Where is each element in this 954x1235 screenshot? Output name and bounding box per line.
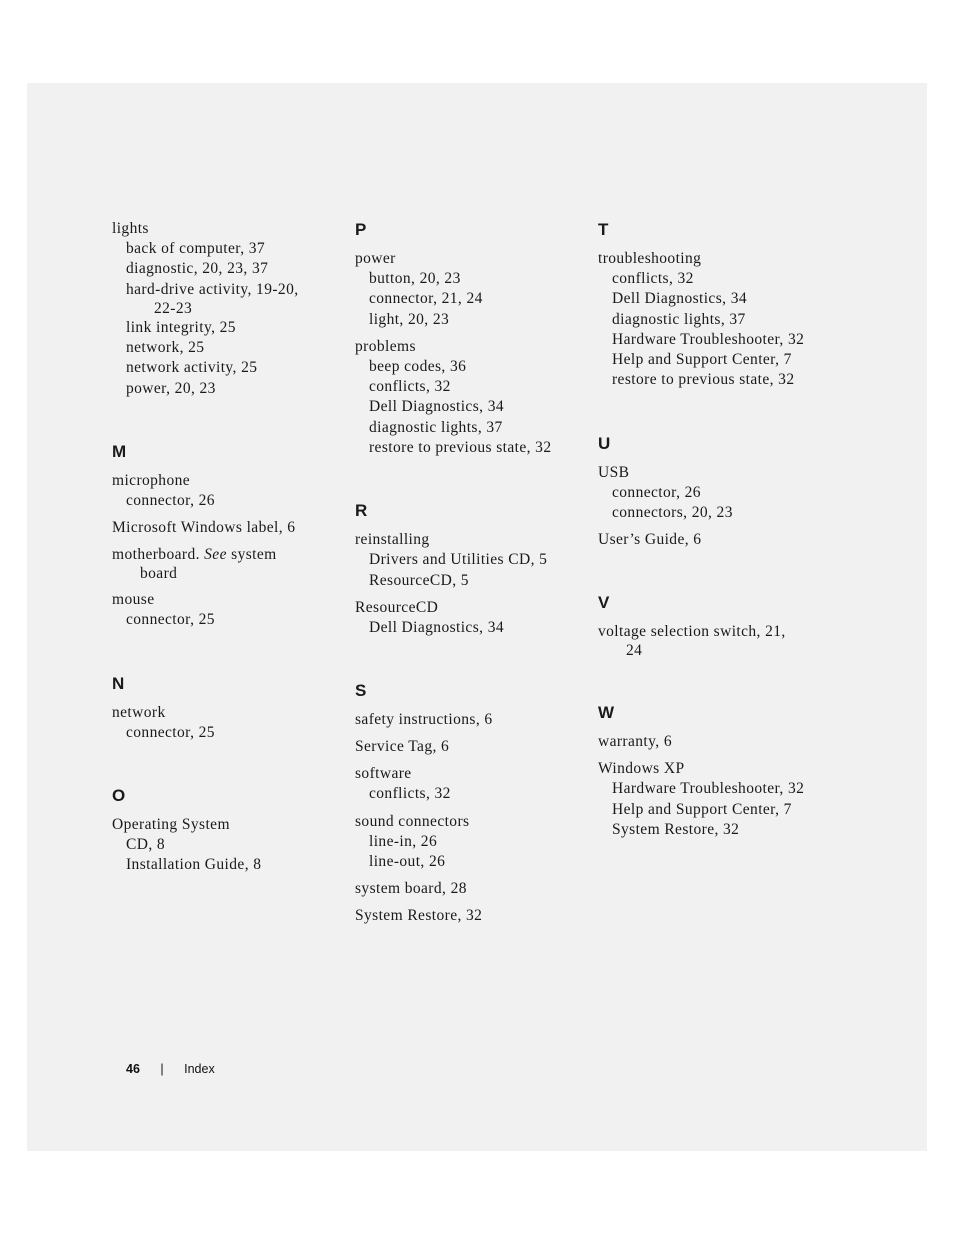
sub-entry: network, 25 (126, 339, 205, 357)
sub-entry: light, 20, 23 (369, 310, 450, 328)
index-entry-voltage-selection-switch: voltage selection switch, 21, (598, 623, 786, 641)
sub-entry: Hardware Troubleshooter, 32 (612, 780, 805, 798)
sub-entry: connector, 25 (126, 723, 215, 741)
index-entry-lights: lights (112, 220, 149, 237)
sub-entry: line-in, 26 (369, 832, 438, 850)
sub-entry: connector, 21, 24 (369, 290, 483, 308)
index-entry-software: software (355, 765, 412, 783)
sub-entry: Dell Diagnostics, 34 (612, 290, 747, 308)
index-entry-operating-system: Operating System (112, 815, 230, 833)
sub-entry: network activity, 25 (126, 359, 258, 377)
index-entry-system-board: system board, 28 (355, 880, 467, 898)
index-column-2 (355, 219, 585, 926)
sub-entry: Help and Support Center, 7 (612, 800, 792, 818)
index-column-3 (598, 219, 828, 840)
sub-entry: ResourceCD, 5 (369, 571, 469, 589)
index-entry-power: power (355, 250, 396, 267)
sub-entry: restore to previous state, 32 (612, 371, 795, 389)
index-entry-microsoft-windows-label: Microsoft Windows label, 6 (112, 519, 296, 537)
section-letter-u: U (598, 433, 611, 453)
sub-entry: back of computer, 37 (126, 240, 266, 257)
index-entry-reinstalling: reinstalling (355, 531, 430, 549)
motherboard-text: motherboard. (112, 546, 200, 564)
sub-entry: Help and Support Center, 7 (612, 351, 792, 369)
index-entry-microphone: microphone (112, 472, 191, 490)
section-letter-t: T (598, 220, 609, 239)
sub-entry: hard-drive activity, 19-20, (126, 280, 299, 298)
index-entry-sound-connectors: sound connectors (355, 812, 470, 830)
index-entry-network: network (112, 703, 166, 721)
footer-section-title: Index (184, 1062, 215, 1076)
index-entry-windows-xp: Windows XP (598, 760, 685, 778)
index-entry-mouse: mouse (112, 591, 155, 609)
sub-entry: Dell Diagnostics, 34 (369, 398, 504, 416)
page-number: 46 (126, 1062, 140, 1076)
sub-entry: Dell Diagnostics, 34 (369, 618, 504, 636)
index-entry-system-restore: System Restore, 32 (355, 907, 483, 925)
section-letter-r: R (355, 501, 368, 521)
sub-entry: beep codes, 36 (369, 357, 467, 375)
section-letter-m: M (112, 442, 127, 462)
index-entry-resourcecd: ResourceCD (355, 598, 439, 616)
sub-entry: connector, 26 (126, 492, 215, 510)
index-entry-service-tag: Service Tag, 6 (355, 738, 450, 756)
index-entry-motherboard (112, 545, 342, 565)
index-entry-users-guide: User’s Guide, 6 (598, 531, 702, 549)
section-letter-p: P (355, 220, 367, 239)
index-column-1 (112, 219, 342, 876)
sub-entry: connector, 26 (612, 483, 701, 501)
footer-separator: | (160, 1062, 164, 1076)
sub-entry: conflicts, 32 (369, 378, 451, 396)
section-letter-o: O (112, 785, 126, 805)
index-entry-usb: USB (598, 463, 630, 481)
sub-entry: line-out, 26 (369, 852, 446, 870)
sub-entry: diagnostic, 20, 23, 37 (126, 260, 269, 278)
index-entry-troubleshooting: troubleshooting (598, 250, 702, 267)
sub-entry-continuation: 22-23 (154, 299, 193, 317)
sub-entry: diagnostic lights, 37 (612, 310, 746, 328)
section-letter-v: V (598, 593, 610, 613)
sub-entry: connector, 25 (126, 611, 215, 629)
sub-entry: connectors, 20, 23 (612, 504, 733, 522)
entry-continuation: 24 (626, 642, 643, 660)
sub-entry: button, 20, 23 (369, 270, 461, 287)
sub-entry: restore to previous state, 32 (369, 439, 552, 457)
sub-entry: System Restore, 32 (612, 820, 740, 838)
section-letter-w: W (598, 703, 615, 723)
sub-entry: diagnostic lights, 37 (369, 418, 503, 436)
section-letter-s: S (355, 681, 367, 701)
sub-entry: Installation Guide, 8 (126, 856, 262, 874)
see-reference: See (204, 546, 227, 564)
section-letter-n: N (112, 673, 125, 693)
sub-entry: CD, 8 (126, 835, 166, 853)
see-target: system (231, 546, 277, 564)
sub-entry: link integrity, 25 (126, 318, 236, 336)
index-entry-problems: problems (355, 337, 416, 355)
index-entry-safety-instructions: safety instructions, 6 (355, 711, 493, 729)
sub-entry: Hardware Troubleshooter, 32 (612, 330, 805, 348)
index-entry-warranty: warranty, 6 (598, 733, 672, 751)
sub-entry: conflicts, 32 (369, 785, 451, 803)
sub-entry: power, 20, 23 (126, 379, 216, 397)
sub-entry: Drivers and Utilities CD, 5 (369, 551, 548, 569)
page-footer (126, 1062, 215, 1076)
entry-continuation: board (140, 565, 178, 583)
sub-entry: conflicts, 32 (612, 270, 694, 287)
